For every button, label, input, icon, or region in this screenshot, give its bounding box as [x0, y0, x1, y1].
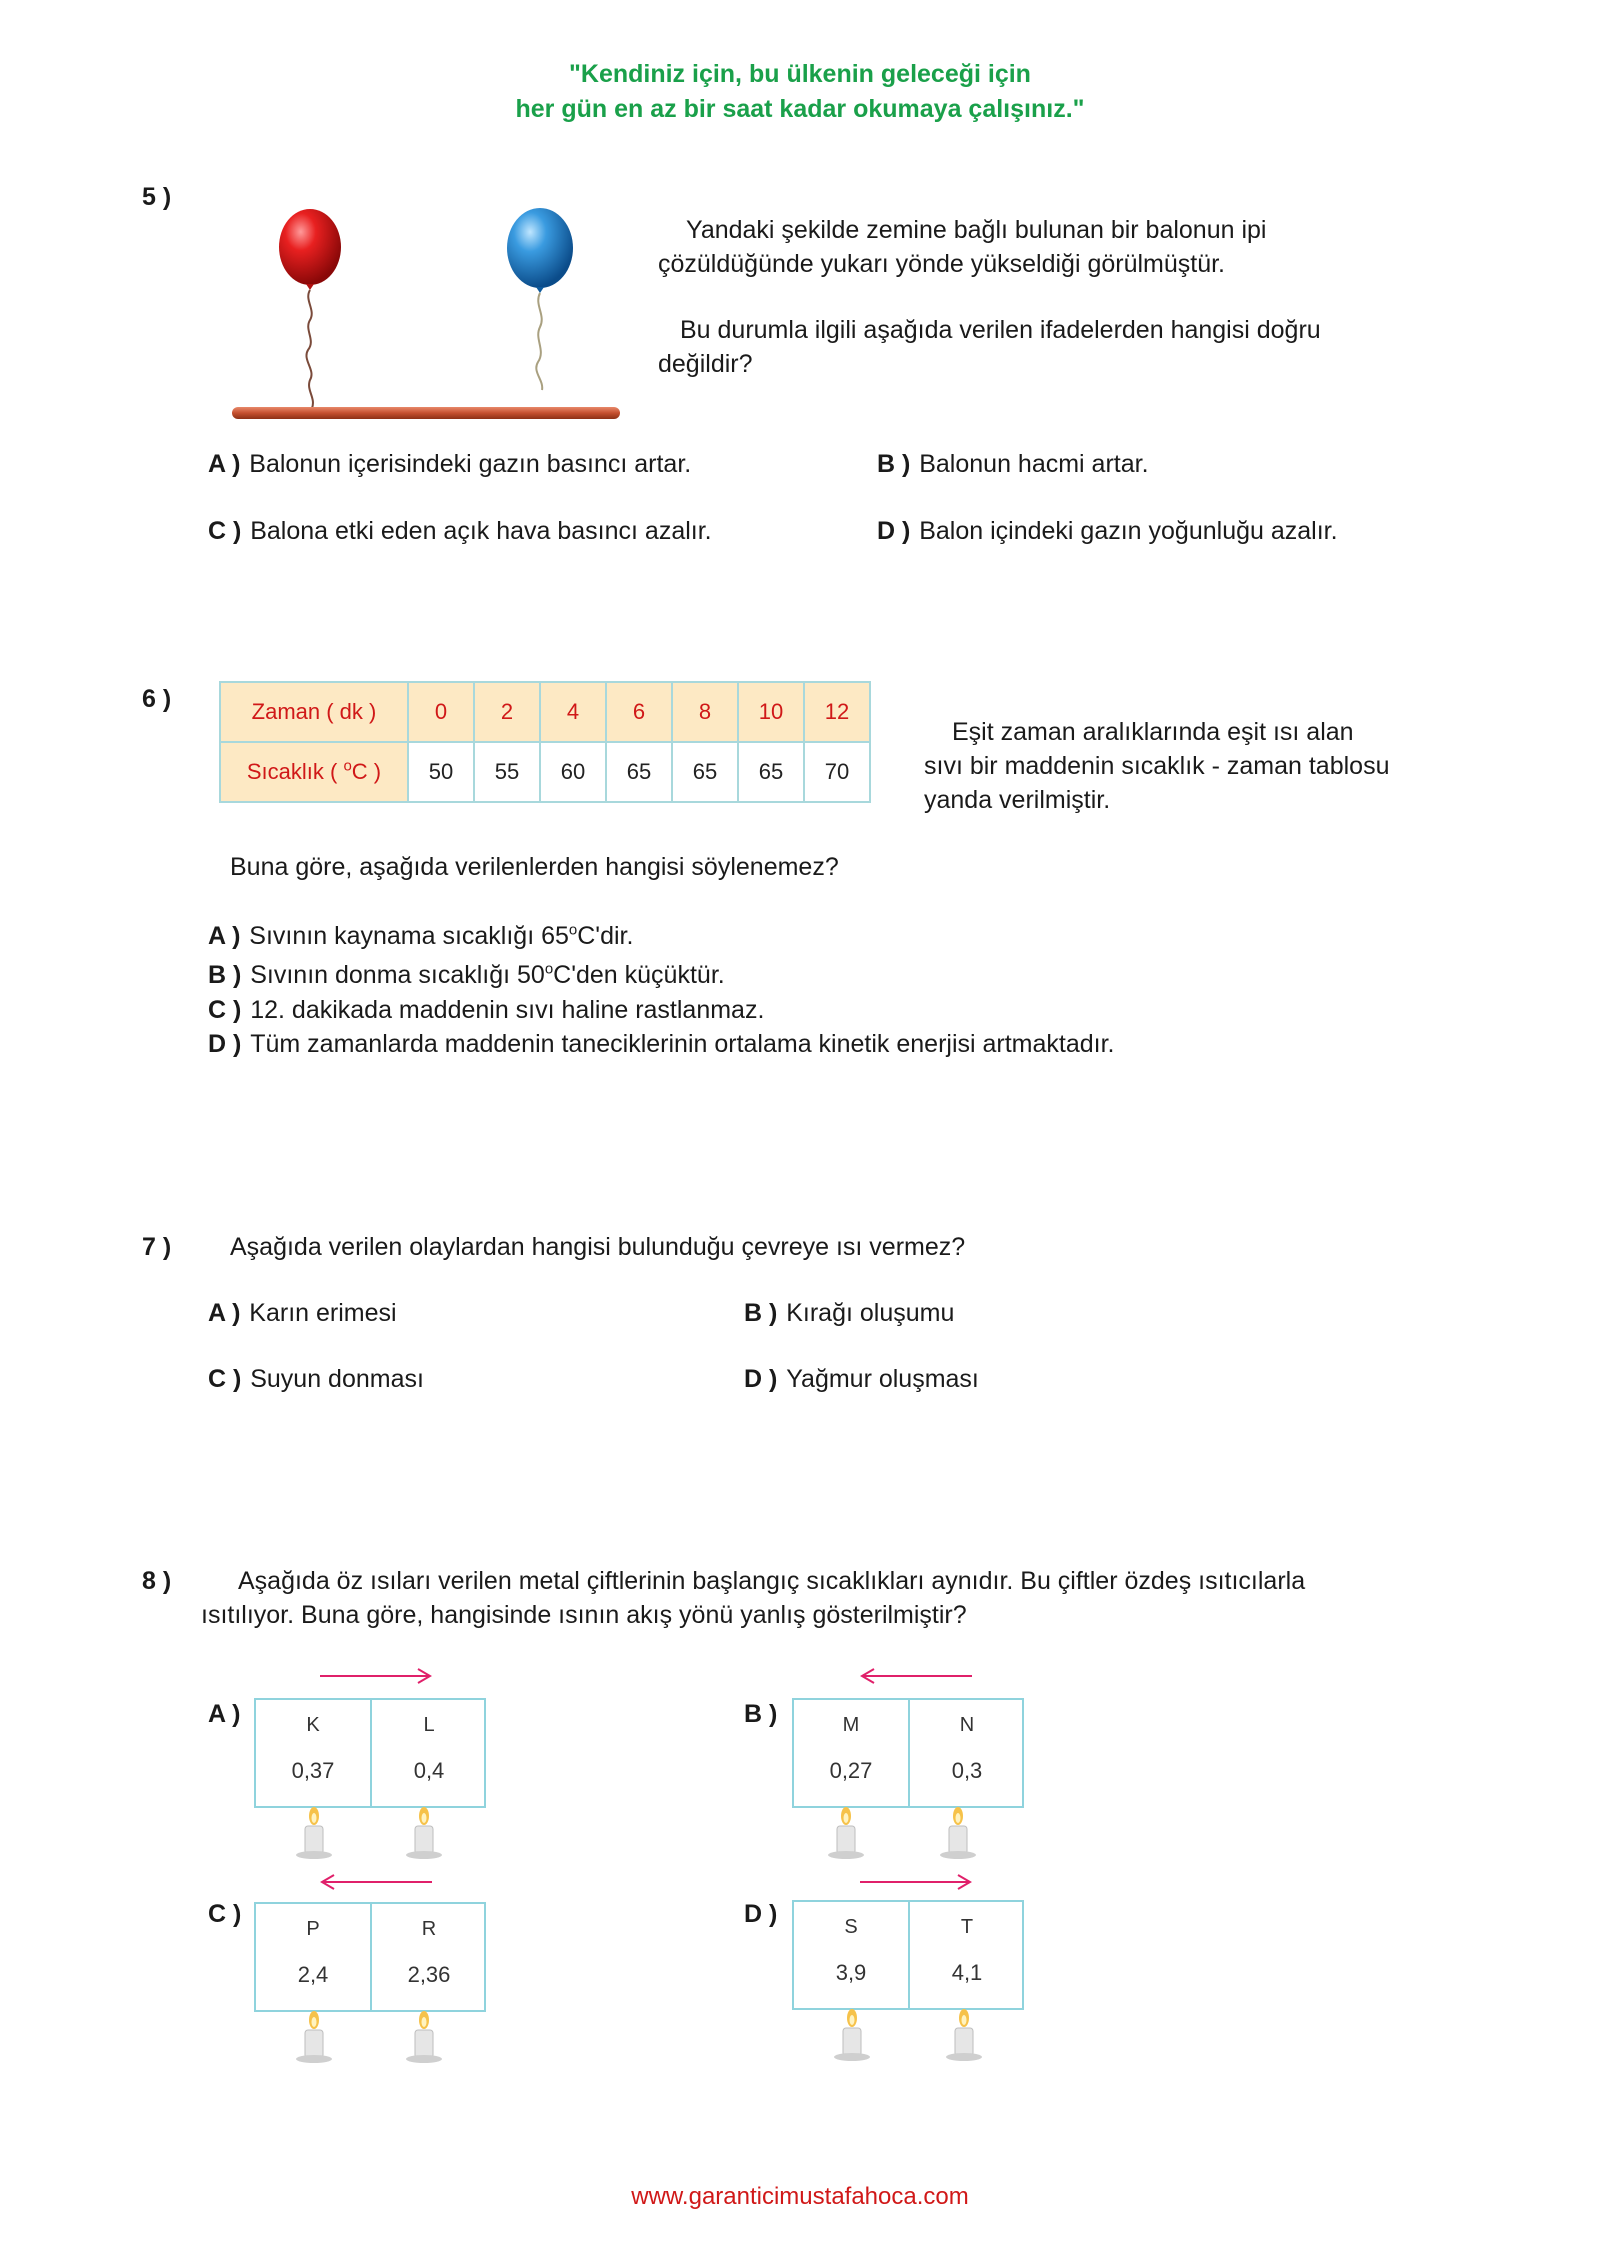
option-label: B ): [208, 961, 242, 989]
option-text: Balon içindeki gazın yoğunluğu azalır.: [919, 517, 1338, 545]
table-cell: 6: [606, 682, 672, 742]
arrow-left-icon: [856, 1664, 976, 1688]
specific-heat-value: 0,37: [291, 1758, 335, 1783]
option-label: D ): [208, 1030, 242, 1058]
table-cell: 65: [672, 742, 738, 802]
specific-heat-value: 0,27: [829, 1758, 873, 1783]
option-label: A ): [208, 922, 241, 950]
option-text: [249, 922, 633, 950]
q5-text-line-1: Yandaki şekilde zemine bağlı bulunan bir balonun ipi: [686, 216, 1267, 244]
q8-option-c-pair[interactable]: [254, 1902, 486, 2012]
q6-side-line-2: sıvı bir maddenin sıcaklık - zaman tablosu: [924, 752, 1390, 780]
red-balloon: [279, 209, 341, 408]
specific-heat-value: 0,4: [413, 1758, 445, 1783]
option-text: [250, 961, 725, 989]
metal-name: K: [306, 1714, 320, 1736]
q7-option-c[interactable]: [208, 1365, 424, 1394]
table-cell: 50: [408, 742, 474, 802]
metal-box-right: [370, 1904, 486, 2010]
specific-heat-value: 3,9: [835, 1960, 867, 1985]
q6-side-line-1: Eşit zaman aralıklarında eşit ısı alan: [952, 718, 1354, 746]
balloons-illustration: [220, 200, 640, 430]
option-label: D ): [744, 1365, 778, 1393]
candle-icon: [402, 1806, 446, 1862]
option-text: 12. dakikada maddenin sıvı haline rastlanmaz.: [250, 996, 765, 1024]
option-label: C ): [208, 1365, 242, 1393]
q7-option-b[interactable]: [744, 1299, 954, 1328]
arrow-left-icon: [316, 1870, 436, 1894]
header-text: Sıcaklık (: [246, 759, 344, 784]
temperature-time-table: [219, 681, 871, 803]
q8-option-a-label: A ): [208, 1700, 241, 1728]
specific-heat-value: 0,3: [951, 1758, 983, 1783]
option-text-post: C'dir.: [577, 922, 634, 950]
metal-box-left: [794, 1700, 908, 1806]
table-cell: 70: [804, 742, 870, 802]
metal-name: L: [423, 1714, 435, 1736]
metal-box-right: [908, 1902, 1024, 2008]
q8-option-b-label: B ): [744, 1700, 778, 1728]
table-cell: 65: [738, 742, 804, 802]
table-cell: 60: [540, 742, 606, 802]
option-text: Suyun donması: [250, 1365, 424, 1393]
question-5-number: 5 ): [142, 183, 172, 211]
metal-box-right: [370, 1700, 486, 1806]
option-text-pre: Sıvının kaynama sıcaklığı 65: [249, 922, 569, 950]
q8-option-a-pair[interactable]: [254, 1698, 486, 1808]
q6-option-d[interactable]: [208, 1030, 1115, 1059]
q5-option-a[interactable]: [208, 450, 691, 479]
option-text: Balonun hacmi artar.: [919, 450, 1149, 478]
metal-name: N: [959, 1714, 975, 1736]
metal-name: T: [960, 1916, 974, 1938]
q6-option-a[interactable]: [208, 922, 633, 951]
specific-heat-value: 4,1: [951, 1960, 983, 1985]
q8-option-d-label: D ): [744, 1900, 778, 1928]
blue-balloon: [507, 208, 573, 390]
option-label: B ): [744, 1299, 778, 1327]
degree-sup: o: [544, 960, 554, 978]
metal-name: R: [421, 1918, 437, 1940]
table-row-temperature: [220, 742, 870, 802]
option-label: C ): [208, 996, 242, 1024]
option-text: Balonun içerisindeki gazın basıncı artar.: [249, 450, 692, 478]
table-cell: 8: [672, 682, 738, 742]
table-cell: 12: [804, 682, 870, 742]
option-text-pre: Sıvının donma sıcaklığı 50: [250, 961, 545, 989]
q8-option-c-label: C ): [208, 1900, 242, 1928]
option-text: Karın erimesi: [249, 1299, 397, 1327]
option-label: A ): [208, 1299, 241, 1327]
question-8-number: 8 ): [142, 1567, 172, 1595]
option-text: Yağmur oluşması: [786, 1365, 979, 1393]
option-label: B ): [877, 450, 911, 478]
option-text: Kırağı oluşumu: [786, 1299, 955, 1327]
question-7-number: 7 ): [142, 1233, 172, 1261]
q7-option-d[interactable]: [744, 1365, 979, 1394]
q5-option-c[interactable]: [208, 517, 712, 546]
q5-text-line-4: değildir?: [658, 350, 753, 378]
option-text-post: C'den küçüktür.: [553, 961, 725, 989]
candle-icon: [824, 1806, 868, 1862]
q5-text-line-2: çözüldüğünde yukarı yönde yükseldiği görülmüştür.: [658, 250, 1226, 278]
table-cell: 65: [606, 742, 672, 802]
metal-name: M: [842, 1714, 860, 1736]
candle-icon: [402, 2010, 446, 2066]
q7-option-a[interactable]: [208, 1299, 397, 1328]
table-header-time: Zaman ( dk ): [220, 682, 408, 742]
question-6-number: 6 ): [142, 685, 172, 713]
q8-option-b-pair[interactable]: [792, 1698, 1024, 1808]
quote-line-1: "Kendiniz için, bu ülkenin geleceği için: [569, 60, 1031, 88]
q6-option-b[interactable]: [208, 961, 725, 990]
metal-name: P: [306, 1918, 320, 1940]
header-text: C ): [351, 759, 382, 784]
q5-text-line-3: Bu durumla ilgili aşağıda verilen ifadelerden hangisi doğru: [680, 316, 1321, 344]
degree-sup: o: [343, 757, 352, 775]
q6-question: Buna göre, aşağıda verilenlerden hangisi söylenemez?: [230, 853, 839, 881]
degree-sup: o: [568, 921, 578, 939]
option-text: Tüm zamanlarda maddenin taneciklerinin ortalama kinetik enerjisi artmaktadır.: [250, 1030, 1115, 1058]
table-cell: 0: [408, 682, 474, 742]
q8-question-line-2: ısıtılıyor. Buna göre, hangisinde ısının akış yönü yanlış gösterilmiştir?: [201, 1601, 967, 1629]
metal-box-right: [908, 1700, 1024, 1806]
specific-heat-value: 2,4: [297, 1962, 329, 1987]
arrow-right-icon: [856, 1870, 976, 1894]
table-header-temperature: [220, 742, 408, 802]
candle-icon: [830, 2008, 874, 2064]
quote-line-2: her gün en az bir saat kadar okumaya çalışınız.": [515, 95, 1085, 123]
arrow-right-icon: [316, 1664, 436, 1688]
metal-box-left: [794, 1902, 908, 2008]
option-label: C ): [208, 517, 242, 545]
table-row-time: [220, 682, 870, 742]
option-label: A ): [208, 450, 241, 478]
ground-bar: [232, 407, 620, 419]
candle-icon: [936, 1806, 980, 1862]
candle-icon: [292, 1806, 336, 1862]
q5-option-b[interactable]: [877, 450, 1149, 479]
table-cell: 4: [540, 682, 606, 742]
option-label: D ): [877, 517, 911, 545]
q8-option-d-pair[interactable]: [792, 1900, 1024, 2010]
q5-option-d[interactable]: [877, 517, 1338, 546]
candle-icon: [942, 2008, 986, 2064]
q7-question: Aşağıda verilen olaylardan hangisi bulunduğu çevreye ısı vermez?: [230, 1233, 966, 1261]
table-cell: 2: [474, 682, 540, 742]
metal-box-left: [256, 1904, 370, 2010]
table-cell: 55: [474, 742, 540, 802]
q6-option-c[interactable]: [208, 996, 764, 1025]
specific-heat-value: 2,36: [407, 1962, 451, 1987]
q8-question-line-1: Aşağıda öz ısıları verilen metal çiftlerinin başlangıç sıcaklıkları aynıdır. Bu çiftler özdeş ısıtıcılarla: [238, 1567, 1306, 1595]
q6-side-line-3: yanda verilmiştir.: [924, 786, 1111, 814]
footer-url[interactable]: www.garanticimustafahoca.com: [631, 2183, 969, 2210]
table-cell: 10: [738, 682, 804, 742]
option-text: Balona etki eden açık hava basıncı azalır.: [250, 517, 712, 545]
metal-box-left: [256, 1700, 370, 1806]
candle-icon: [292, 2010, 336, 2066]
metal-name: S: [844, 1916, 858, 1938]
